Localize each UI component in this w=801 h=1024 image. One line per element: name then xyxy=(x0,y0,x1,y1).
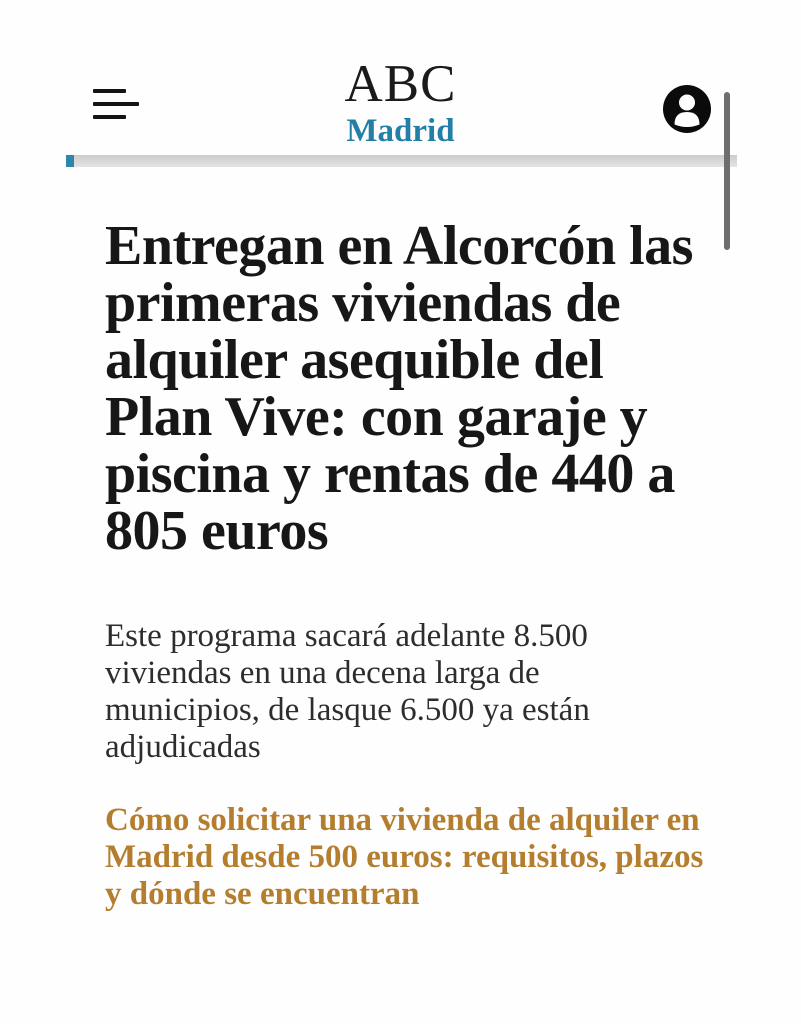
article-subtitle: Este programa sacará adelante 8.500 viviendas en una decena larga de municipios, de lasque 6.500 ya están adjudicadas xyxy=(105,618,590,765)
user-avatar-icon[interactable] xyxy=(663,85,711,133)
user-silhouette-icon xyxy=(663,85,711,133)
article-content xyxy=(105,215,730,913)
reading-progress-bar xyxy=(66,155,737,167)
brand-name: ABC xyxy=(344,55,457,113)
edition-name: Madrid xyxy=(346,113,455,149)
site-header xyxy=(0,0,801,155)
related-article-link[interactable]: Cómo solicitar una vivienda de alquiler en Madrid desde 500 euros: requisitos, plazos y dónde se encuentran xyxy=(105,802,704,912)
article-headline: Entregan en Alcorcón las primeras viviendas de alquiler asequible del Plan Vive: con garaje y piscina y rentas de 440 a 805 euros xyxy=(105,215,693,562)
reading-progress-fill xyxy=(66,155,74,167)
